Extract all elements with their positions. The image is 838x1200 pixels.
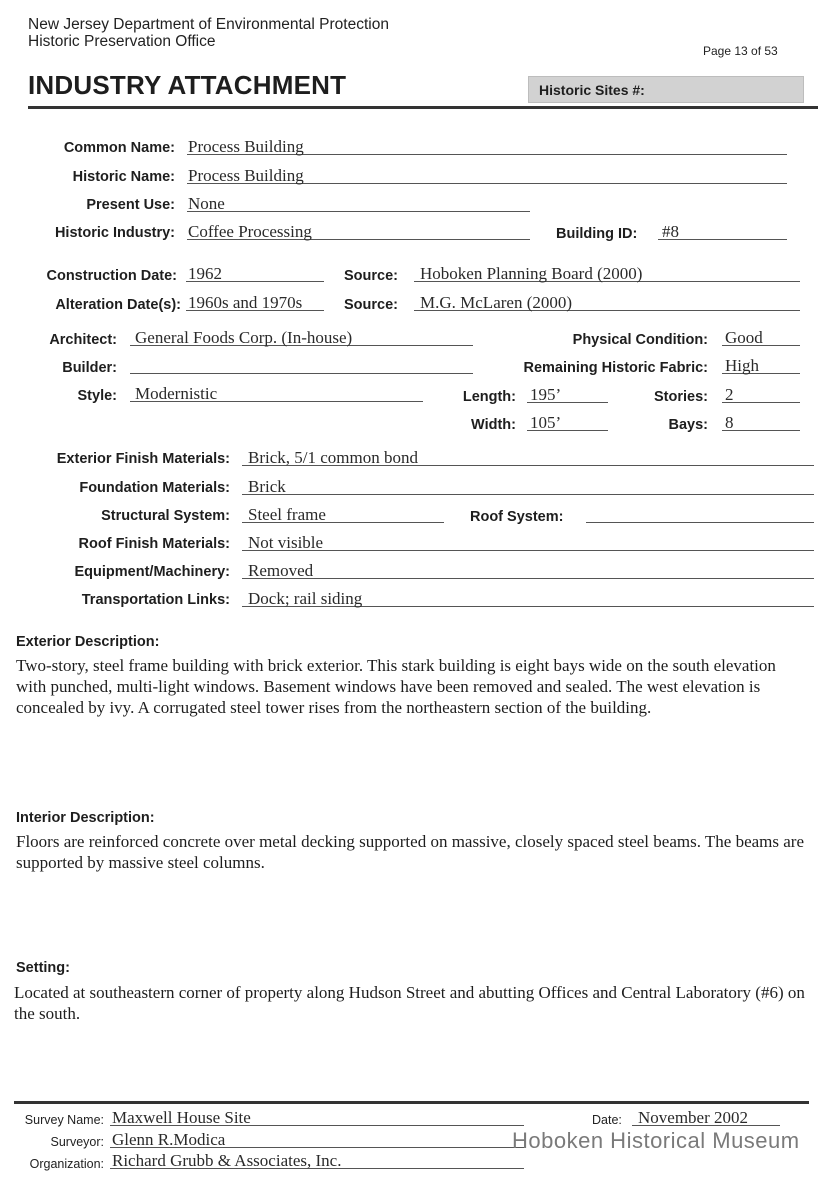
alteration-source-value[interactable]: M.G. McLaren (2000) [420,293,573,312]
style-value[interactable]: Modernistic [135,384,218,403]
stories-line [722,402,800,403]
equipment-label: Equipment/Machinery: [74,564,230,580]
historic-name-value[interactable]: Process Building [188,166,304,185]
historic-sites-box[interactable] [528,76,804,103]
roof-finish-label: Roof Finish Materials: [78,536,230,552]
exterior-finish-value[interactable]: Brick, 5/1 common bond [248,448,418,467]
organization-label: Organization: [29,1157,104,1171]
alteration-source-label: Source: [344,297,398,313]
office-name: Historic Preservation Office [28,33,216,50]
bays-label: Bays: [668,417,708,433]
exterior-description-heading: Exterior Description: [16,634,160,650]
stories-label: Stories: [654,389,708,405]
historic-sites-label: Historic Sites #: [539,82,645,98]
architect-label: Architect: [49,332,117,348]
length-label: Length: [462,389,516,405]
present-use-line [187,211,530,212]
setting-heading: Setting: [16,960,70,976]
physical-condition-label: Physical Condition: [572,332,708,348]
exterior-finish-label: Exterior Finish Materials: [56,451,230,467]
alteration-dates-label: Alteration Date(s): [55,297,181,313]
present-use-label: Present Use: [86,197,175,213]
date-label: Date: [592,1113,622,1127]
alteration-dates-value[interactable]: 1960s and 1970s [188,293,303,312]
survey-name-label: Survey Name: [24,1113,104,1127]
common-name-label: Common Name: [63,140,175,156]
setting-text[interactable]: Located at southeastern corner of property along Hudson Street and abutting Offices and Central Laboratory (#6) on the south. [14,983,805,1023]
physical-condition-value[interactable]: Good [725,328,763,347]
remaining-fabric-label: Remaining Historic Fabric: [523,360,708,376]
foundation-line [242,494,814,495]
organization-value[interactable]: Richard Grubb & Associates, Inc. [112,1151,342,1170]
construction-source-label: Source: [344,268,398,284]
remaining-fabric-value[interactable]: High [725,356,759,375]
transportation-value[interactable]: Dock; rail siding [248,589,363,608]
building-id-label: Building ID: [556,226,638,242]
style-label: Style: [77,388,117,404]
bays-value[interactable]: 8 [725,413,734,432]
bays-line [722,430,800,431]
stories-value[interactable]: 2 [725,385,734,404]
roof-finish-value[interactable]: Not visible [248,533,324,552]
equipment-value[interactable]: Removed [248,561,314,580]
building-id-value[interactable]: #8 [662,222,679,241]
foundation-value[interactable]: Brick [248,477,286,496]
present-use-value[interactable]: None [188,194,225,213]
roof-system-label: Roof System: [470,509,564,525]
agency-name: New Jersey Department of Environmental Protection [28,16,389,33]
construction-date-value[interactable]: 1962 [188,264,222,283]
construction-source-value[interactable]: Hoboken Planning Board (2000) [420,264,643,283]
construction-date-label: Construction Date: [46,268,177,284]
builder-label: Builder: [62,360,117,376]
historic-name-label: Historic Name: [72,169,175,185]
width-label: Width: [471,417,516,433]
interior-description-heading: Interior Description: [16,810,155,826]
page-number: Page 13 of 53 [703,44,778,58]
surveyor-value[interactable]: Glenn R.Modica [112,1130,226,1149]
builder-line [130,373,473,374]
footer-rule [14,1101,809,1104]
transportation-label: Transportation Links: [81,592,230,608]
foundation-label: Foundation Materials: [79,480,230,496]
roof-system-line [586,522,814,523]
structural-system-label: Structural System: [101,508,230,524]
architect-value[interactable]: General Foods Corp. (In-house) [135,328,353,347]
historic-industry-label: Historic Industry: [54,225,175,241]
header-rule [28,106,818,109]
interior-description-text[interactable]: Floors are reinforced concrete over metal decking supported on massive, closely spaced steel beams. The beams are supported by massive steel columns. [16,832,805,872]
length-value[interactable]: 195’ [530,385,562,404]
surveyor-label: Surveyor: [50,1135,104,1149]
survey-name-value[interactable]: Maxwell House Site [112,1108,251,1127]
width-value[interactable]: 105’ [530,413,562,432]
structural-system-value[interactable]: Steel frame [248,505,326,524]
museum-watermark: Hoboken Historical Museum [512,1128,800,1153]
historic-industry-value[interactable]: Coffee Processing [188,222,312,241]
equipment-line [242,578,814,579]
common-name-value[interactable]: Process Building [188,137,304,156]
page-title: INDUSTRY ATTACHMENT [28,70,347,100]
date-value[interactable]: November 2002 [638,1108,749,1127]
exterior-description-text[interactable]: Two-story, steel frame building with brick exterior. This stark building is eight bays wide on the south elevation with punched, multi-light windows. Basement windows have been removed and sealed. The west elevation is concealed by ivy. A corrugated steel tower rises from the northeastern section of the building. [16,656,776,717]
roof-finish-line [242,550,814,551]
